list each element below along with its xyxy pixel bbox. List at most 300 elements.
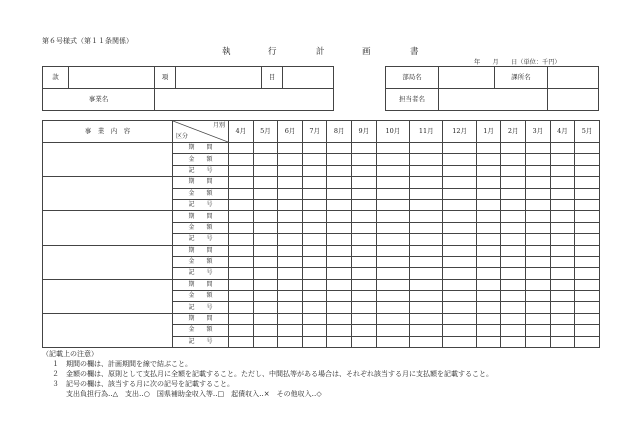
content-cell[interactable] bbox=[43, 245, 173, 279]
month-cell[interactable] bbox=[550, 154, 575, 165]
title-char: 書 bbox=[410, 47, 419, 57]
month-cell[interactable] bbox=[376, 154, 409, 165]
month-cell[interactable] bbox=[501, 302, 526, 313]
month-cell[interactable] bbox=[229, 154, 254, 165]
month-cell[interactable] bbox=[229, 291, 254, 302]
month-cell[interactable] bbox=[327, 165, 352, 176]
month-cell[interactable] bbox=[253, 199, 278, 210]
tantosha-extra[interactable] bbox=[548, 89, 599, 111]
month-cell[interactable] bbox=[476, 143, 501, 154]
month-cell[interactable] bbox=[501, 165, 526, 176]
month-cell[interactable] bbox=[376, 177, 409, 188]
month-cell[interactable] bbox=[410, 234, 443, 245]
month-cell[interactable] bbox=[443, 313, 476, 324]
month-cell[interactable] bbox=[501, 177, 526, 188]
month-cell[interactable] bbox=[229, 279, 254, 290]
month-cell[interactable] bbox=[278, 143, 303, 154]
month-cell[interactable] bbox=[526, 199, 551, 210]
month-cell[interactable] bbox=[410, 279, 443, 290]
month-cell[interactable] bbox=[229, 211, 254, 222]
row-label: 記 号 bbox=[173, 165, 229, 176]
month-cell[interactable] bbox=[376, 302, 409, 313]
month-cell[interactable] bbox=[253, 256, 278, 267]
kan-value[interactable] bbox=[69, 67, 155, 89]
month-cell[interactable] bbox=[443, 143, 476, 154]
month-cell[interactable] bbox=[410, 211, 443, 222]
month-cell[interactable] bbox=[526, 234, 551, 245]
month-cell[interactable] bbox=[476, 302, 501, 313]
month-cell[interactable] bbox=[376, 199, 409, 210]
month-cell[interactable] bbox=[550, 188, 575, 199]
month-cell[interactable] bbox=[376, 188, 409, 199]
month-cell[interactable] bbox=[352, 291, 377, 302]
month-cell[interactable] bbox=[327, 177, 352, 188]
month-cell[interactable] bbox=[575, 313, 600, 324]
month-cell[interactable] bbox=[376, 165, 409, 176]
month-cell[interactable] bbox=[575, 302, 600, 313]
month-cell[interactable] bbox=[229, 325, 254, 336]
month-cell[interactable] bbox=[550, 313, 575, 324]
month-cell[interactable] bbox=[229, 234, 254, 245]
month-header: 6月 bbox=[278, 121, 303, 143]
month-cell[interactable] bbox=[229, 222, 254, 233]
month-header: 4月 bbox=[550, 121, 575, 143]
month-cell[interactable] bbox=[410, 177, 443, 188]
month-cell[interactable] bbox=[550, 165, 575, 176]
month-cell[interactable] bbox=[352, 268, 377, 279]
month-cell[interactable] bbox=[501, 234, 526, 245]
kasho-value[interactable] bbox=[548, 67, 599, 89]
title-char: 執 bbox=[222, 47, 231, 57]
tantosha-label: 担当者名 bbox=[386, 89, 439, 111]
date-unit: 年 月 日（単位：千円） bbox=[474, 59, 561, 66]
month-cell[interactable] bbox=[253, 268, 278, 279]
month-cell[interactable] bbox=[278, 165, 303, 176]
month-cell[interactable] bbox=[526, 165, 551, 176]
month-cell[interactable] bbox=[253, 279, 278, 290]
month-cell[interactable] bbox=[443, 199, 476, 210]
month-cell[interactable] bbox=[229, 302, 254, 313]
month-cell[interactable] bbox=[278, 325, 303, 336]
month-cell[interactable] bbox=[550, 268, 575, 279]
month-cell[interactable] bbox=[501, 313, 526, 324]
month-cell[interactable] bbox=[352, 143, 377, 154]
month-cell[interactable] bbox=[302, 313, 327, 324]
month-cell[interactable] bbox=[476, 256, 501, 267]
month-cell[interactable] bbox=[352, 279, 377, 290]
month-header: 8月 bbox=[327, 121, 352, 143]
month-cell[interactable] bbox=[501, 143, 526, 154]
month-cell[interactable] bbox=[302, 177, 327, 188]
month-cell[interactable] bbox=[526, 143, 551, 154]
month-cell[interactable] bbox=[550, 245, 575, 256]
month-cell[interactable] bbox=[278, 234, 303, 245]
month-cell[interactable] bbox=[550, 325, 575, 336]
month-cell[interactable] bbox=[302, 279, 327, 290]
month-cell[interactable] bbox=[575, 256, 600, 267]
month-cell[interactable] bbox=[443, 188, 476, 199]
month-cell[interactable] bbox=[302, 234, 327, 245]
month-cell[interactable] bbox=[476, 199, 501, 210]
month-cell[interactable] bbox=[327, 268, 352, 279]
month-cell[interactable] bbox=[550, 256, 575, 267]
month-cell[interactable] bbox=[229, 199, 254, 210]
month-cell[interactable] bbox=[443, 325, 476, 336]
month-cell[interactable] bbox=[526, 256, 551, 267]
month-cell[interactable] bbox=[443, 336, 476, 347]
month-cell[interactable] bbox=[501, 222, 526, 233]
row-label: 期 間 bbox=[173, 211, 229, 222]
month-cell[interactable] bbox=[253, 313, 278, 324]
month-cell[interactable] bbox=[410, 313, 443, 324]
tantosha-value[interactable] bbox=[439, 89, 548, 111]
month-cell[interactable] bbox=[302, 211, 327, 222]
month-cell[interactable] bbox=[253, 245, 278, 256]
month-cell[interactable] bbox=[550, 336, 575, 347]
month-cell[interactable] bbox=[575, 291, 600, 302]
content-cell[interactable] bbox=[43, 211, 173, 245]
diagonal-header bbox=[173, 121, 229, 143]
month-cell[interactable] bbox=[550, 302, 575, 313]
month-cell[interactable] bbox=[302, 268, 327, 279]
month-cell[interactable] bbox=[302, 325, 327, 336]
month-cell[interactable] bbox=[302, 154, 327, 165]
month-cell[interactable] bbox=[352, 199, 377, 210]
month-cell[interactable] bbox=[443, 165, 476, 176]
month-header: 11月 bbox=[410, 121, 443, 143]
month-header: 3月 bbox=[526, 121, 551, 143]
month-cell[interactable] bbox=[526, 188, 551, 199]
month-cell[interactable] bbox=[278, 302, 303, 313]
month-cell[interactable] bbox=[327, 336, 352, 347]
month-cell[interactable] bbox=[443, 268, 476, 279]
month-cell[interactable] bbox=[352, 165, 377, 176]
moku-value[interactable] bbox=[283, 67, 334, 89]
month-cell[interactable] bbox=[443, 279, 476, 290]
month-cell[interactable] bbox=[526, 313, 551, 324]
content-cell[interactable] bbox=[43, 143, 173, 177]
month-cell[interactable] bbox=[575, 222, 600, 233]
month-cell[interactable] bbox=[229, 188, 254, 199]
month-cell[interactable] bbox=[327, 222, 352, 233]
month-cell[interactable] bbox=[575, 234, 600, 245]
month-cell[interactable] bbox=[476, 222, 501, 233]
month-cell[interactable] bbox=[327, 199, 352, 210]
month-cell[interactable] bbox=[443, 154, 476, 165]
month-cell[interactable] bbox=[501, 291, 526, 302]
month-cell[interactable] bbox=[443, 291, 476, 302]
month-cell[interactable] bbox=[526, 279, 551, 290]
month-cell[interactable] bbox=[575, 211, 600, 222]
month-cell[interactable] bbox=[302, 256, 327, 267]
month-cell[interactable] bbox=[476, 165, 501, 176]
month-cell[interactable] bbox=[410, 143, 443, 154]
month-cell[interactable] bbox=[376, 211, 409, 222]
month-cell[interactable] bbox=[526, 291, 551, 302]
month-cell[interactable] bbox=[410, 336, 443, 347]
month-cell[interactable] bbox=[410, 268, 443, 279]
month-cell[interactable] bbox=[278, 268, 303, 279]
month-cell[interactable] bbox=[526, 268, 551, 279]
month-cell[interactable] bbox=[550, 177, 575, 188]
month-cell[interactable] bbox=[526, 302, 551, 313]
month-cell[interactable] bbox=[302, 165, 327, 176]
month-cell[interactable] bbox=[327, 325, 352, 336]
month-cell[interactable] bbox=[526, 211, 551, 222]
month-cell[interactable] bbox=[229, 336, 254, 347]
row-label: 記 号 bbox=[173, 336, 229, 347]
month-cell[interactable] bbox=[278, 291, 303, 302]
month-cell[interactable] bbox=[575, 279, 600, 290]
month-cell[interactable] bbox=[278, 199, 303, 210]
row-label: 記 号 bbox=[173, 199, 229, 210]
month-cell[interactable] bbox=[327, 234, 352, 245]
month-cell[interactable] bbox=[575, 188, 600, 199]
month-cell[interactable] bbox=[476, 177, 501, 188]
month-cell[interactable] bbox=[229, 143, 254, 154]
month-cell[interactable] bbox=[278, 177, 303, 188]
month-cell[interactable] bbox=[352, 302, 377, 313]
month-cell[interactable] bbox=[443, 245, 476, 256]
month-cell[interactable] bbox=[352, 336, 377, 347]
month-cell[interactable] bbox=[443, 211, 476, 222]
month-cell[interactable] bbox=[526, 154, 551, 165]
month-cell[interactable] bbox=[253, 325, 278, 336]
month-cell[interactable] bbox=[327, 143, 352, 154]
month-cell[interactable] bbox=[302, 302, 327, 313]
month-cell[interactable] bbox=[410, 245, 443, 256]
row-label: 期 間 bbox=[173, 245, 229, 256]
month-cell[interactable] bbox=[575, 199, 600, 210]
month-cell[interactable] bbox=[410, 256, 443, 267]
month-cell[interactable] bbox=[410, 325, 443, 336]
month-cell[interactable] bbox=[352, 211, 377, 222]
note-item: ３ 記号の欄は、該当する月に次の記号を記載すること。 bbox=[52, 380, 234, 388]
month-cell[interactable] bbox=[376, 143, 409, 154]
month-cell[interactable] bbox=[327, 211, 352, 222]
month-cell[interactable] bbox=[501, 245, 526, 256]
month-cell[interactable] bbox=[476, 313, 501, 324]
month-cell[interactable] bbox=[278, 279, 303, 290]
row-label: 期 間 bbox=[173, 313, 229, 324]
month-cell[interactable] bbox=[229, 313, 254, 324]
month-cell[interactable] bbox=[352, 234, 377, 245]
month-cell[interactable] bbox=[302, 188, 327, 199]
month-cell[interactable] bbox=[278, 222, 303, 233]
month-cell[interactable] bbox=[327, 291, 352, 302]
month-cell[interactable] bbox=[501, 188, 526, 199]
month-cell[interactable] bbox=[376, 245, 409, 256]
month-cell[interactable] bbox=[443, 177, 476, 188]
month-header: 5月 bbox=[253, 121, 278, 143]
month-cell[interactable] bbox=[278, 245, 303, 256]
month-cell[interactable] bbox=[501, 336, 526, 347]
content-cell[interactable] bbox=[43, 313, 173, 347]
month-cell[interactable] bbox=[410, 154, 443, 165]
month-cell[interactable] bbox=[376, 256, 409, 267]
month-cell[interactable] bbox=[526, 336, 551, 347]
month-cell[interactable] bbox=[376, 291, 409, 302]
jigyomei-value[interactable] bbox=[155, 89, 334, 111]
month-cell[interactable] bbox=[550, 222, 575, 233]
content-header: 事 業 内 容 bbox=[43, 121, 173, 143]
month-cell[interactable] bbox=[229, 256, 254, 267]
month-cell[interactable] bbox=[327, 154, 352, 165]
kou-value[interactable] bbox=[176, 67, 262, 89]
month-cell[interactable] bbox=[376, 222, 409, 233]
month-cell[interactable] bbox=[278, 313, 303, 324]
month-header: 9月 bbox=[352, 121, 377, 143]
month-cell[interactable] bbox=[575, 336, 600, 347]
month-cell[interactable] bbox=[302, 143, 327, 154]
month-cell[interactable] bbox=[501, 325, 526, 336]
month-header: 5月 bbox=[575, 121, 600, 143]
month-cell[interactable] bbox=[229, 177, 254, 188]
month-cell[interactable] bbox=[253, 143, 278, 154]
month-cell[interactable] bbox=[443, 234, 476, 245]
month-cell[interactable] bbox=[302, 199, 327, 210]
month-cell[interactable] bbox=[253, 154, 278, 165]
month-cell[interactable] bbox=[253, 222, 278, 233]
month-cell[interactable] bbox=[575, 245, 600, 256]
month-cell[interactable] bbox=[443, 256, 476, 267]
month-cell[interactable] bbox=[476, 234, 501, 245]
month-cell[interactable] bbox=[476, 336, 501, 347]
month-cell[interactable] bbox=[526, 245, 551, 256]
month-cell[interactable] bbox=[550, 199, 575, 210]
month-cell[interactable] bbox=[410, 222, 443, 233]
month-cell[interactable] bbox=[253, 336, 278, 347]
month-cell[interactable] bbox=[575, 177, 600, 188]
month-cell[interactable] bbox=[575, 268, 600, 279]
month-cell[interactable] bbox=[575, 143, 600, 154]
month-cell[interactable] bbox=[501, 268, 526, 279]
month-cell[interactable] bbox=[575, 165, 600, 176]
month-cell[interactable] bbox=[302, 222, 327, 233]
month-cell[interactable] bbox=[327, 188, 352, 199]
month-cell[interactable] bbox=[352, 222, 377, 233]
row-label: 期 間 bbox=[173, 143, 229, 154]
month-cell[interactable] bbox=[376, 234, 409, 245]
month-cell[interactable] bbox=[376, 313, 409, 324]
month-cell[interactable] bbox=[327, 256, 352, 267]
month-cell[interactable] bbox=[376, 279, 409, 290]
month-cell[interactable] bbox=[253, 177, 278, 188]
month-cell[interactable] bbox=[253, 234, 278, 245]
month-cell[interactable] bbox=[352, 256, 377, 267]
month-cell[interactable] bbox=[575, 154, 600, 165]
month-cell[interactable] bbox=[501, 154, 526, 165]
content-cell[interactable] bbox=[43, 279, 173, 313]
month-cell[interactable] bbox=[302, 336, 327, 347]
month-cell[interactable] bbox=[501, 279, 526, 290]
month-cell[interactable] bbox=[229, 268, 254, 279]
month-cell[interactable] bbox=[550, 234, 575, 245]
month-cell[interactable] bbox=[501, 256, 526, 267]
month-cell[interactable] bbox=[443, 222, 476, 233]
month-cell[interactable] bbox=[476, 211, 501, 222]
month-cell[interactable] bbox=[253, 211, 278, 222]
month-cell[interactable] bbox=[410, 199, 443, 210]
month-cell[interactable] bbox=[550, 143, 575, 154]
month-cell[interactable] bbox=[410, 165, 443, 176]
notes-heading: （記載上の注意） bbox=[42, 350, 98, 358]
month-cell[interactable] bbox=[376, 336, 409, 347]
month-cell[interactable] bbox=[476, 325, 501, 336]
content-cell[interactable] bbox=[43, 177, 173, 211]
month-cell[interactable] bbox=[352, 188, 377, 199]
month-cell[interactable] bbox=[501, 211, 526, 222]
month-header: 12月 bbox=[443, 121, 476, 143]
month-cell[interactable] bbox=[352, 325, 377, 336]
month-cell[interactable] bbox=[278, 211, 303, 222]
month-cell[interactable] bbox=[253, 165, 278, 176]
note-item: 支出負担行為‥△ 支出‥○ 国県補助金収入等‥□ 起債収入‥× その他収入‥◇ bbox=[52, 390, 322, 398]
month-cell[interactable] bbox=[327, 302, 352, 313]
diag-bottom-label: 区分 bbox=[176, 133, 189, 140]
month-cell[interactable] bbox=[352, 313, 377, 324]
month-cell[interactable] bbox=[550, 291, 575, 302]
month-cell[interactable] bbox=[278, 336, 303, 347]
row-label: 金 額 bbox=[173, 256, 229, 267]
month-cell[interactable] bbox=[376, 325, 409, 336]
title-char: 画 bbox=[362, 47, 371, 57]
month-cell[interactable] bbox=[410, 188, 443, 199]
month-cell[interactable] bbox=[376, 268, 409, 279]
title-char: 計 bbox=[316, 47, 325, 57]
month-cell[interactable] bbox=[352, 177, 377, 188]
month-cell[interactable] bbox=[550, 211, 575, 222]
month-cell[interactable] bbox=[302, 245, 327, 256]
month-cell[interactable] bbox=[526, 222, 551, 233]
month-cell[interactable] bbox=[302, 291, 327, 302]
month-cell[interactable] bbox=[575, 325, 600, 336]
month-cell[interactable] bbox=[352, 245, 377, 256]
bukyoku-value[interactable] bbox=[439, 67, 495, 89]
month-cell[interactable] bbox=[476, 279, 501, 290]
row-label: 金 額 bbox=[173, 291, 229, 302]
month-cell[interactable] bbox=[229, 245, 254, 256]
month-cell[interactable] bbox=[476, 188, 501, 199]
row-label: 記 号 bbox=[173, 302, 229, 313]
month-cell[interactable] bbox=[352, 154, 377, 165]
month-cell[interactable] bbox=[253, 302, 278, 313]
month-cell[interactable] bbox=[229, 165, 254, 176]
month-cell[interactable] bbox=[327, 245, 352, 256]
month-header: 1月 bbox=[476, 121, 501, 143]
month-cell[interactable] bbox=[476, 268, 501, 279]
month-cell[interactable] bbox=[476, 291, 501, 302]
month-cell[interactable] bbox=[410, 302, 443, 313]
month-cell[interactable] bbox=[501, 199, 526, 210]
month-cell[interactable] bbox=[443, 302, 476, 313]
month-cell[interactable] bbox=[278, 154, 303, 165]
month-cell[interactable] bbox=[253, 188, 278, 199]
month-cell[interactable] bbox=[550, 279, 575, 290]
month-cell[interactable] bbox=[476, 154, 501, 165]
month-cell[interactable] bbox=[278, 188, 303, 199]
month-cell[interactable] bbox=[278, 256, 303, 267]
month-cell[interactable] bbox=[526, 325, 551, 336]
kasho-label: 課所名 bbox=[495, 67, 548, 89]
month-cell[interactable] bbox=[327, 313, 352, 324]
month-cell[interactable] bbox=[476, 245, 501, 256]
month-header: 10月 bbox=[376, 121, 409, 143]
month-cell[interactable] bbox=[410, 291, 443, 302]
month-cell[interactable] bbox=[327, 279, 352, 290]
month-cell[interactable] bbox=[253, 291, 278, 302]
month-cell[interactable] bbox=[526, 177, 551, 188]
